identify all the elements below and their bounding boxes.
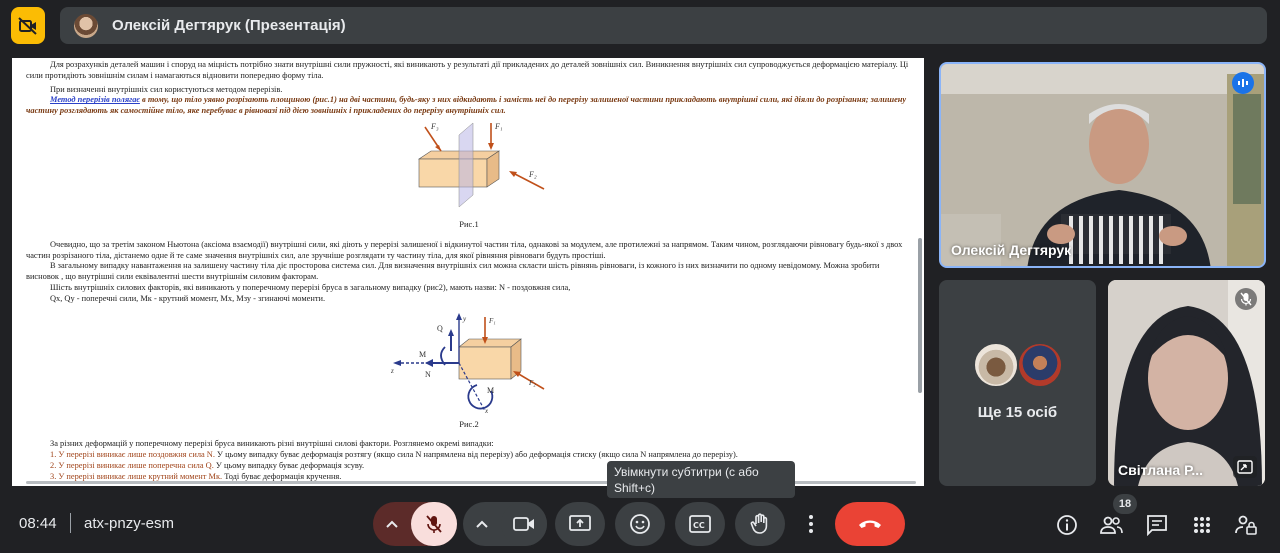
mic-options-button[interactable]	[373, 520, 411, 528]
chevron-up-icon	[386, 520, 398, 528]
more-icon	[808, 514, 814, 534]
meeting-code: atx-pnzy-esm	[84, 515, 175, 532]
svg-text:M: M	[419, 349, 427, 359]
figure-2-caption: Рис.2	[459, 418, 479, 429]
info-icon	[1056, 514, 1078, 536]
picture-in-picture-icon	[1237, 460, 1253, 474]
video-tile-svitlana[interactable]	[1108, 280, 1265, 486]
speaking-icon	[1237, 78, 1249, 88]
hand-icon	[750, 513, 770, 535]
presentation-view[interactable]	[12, 58, 924, 486]
paragraph: За різних деформацій у поперечному перерізі бруса виникають різні внутрішні силові фактори. Розглянемо окремі випадки:	[50, 439, 494, 449]
mic-off-icon	[1240, 292, 1252, 306]
camera-icon	[513, 516, 535, 532]
svg-text:F₁: F₁	[489, 316, 496, 325]
case-1: 1. У перерізі виникає лише поздовжня сила N. У цьому випадку буває деформація розтягу (якщо сила N напрямлена від перерізу) або деформація стиску (якщо сила N напрямлена до перерізу).	[50, 450, 738, 460]
meeting-time: 08:44	[19, 515, 57, 532]
svg-text:x: x	[485, 406, 489, 415]
label-f2: F₂	[529, 169, 537, 179]
emoji-button[interactable]	[615, 502, 665, 546]
avatar	[1017, 342, 1063, 388]
figure-1-caption: Рис.1	[459, 218, 479, 229]
vertical-scrollbar[interactable]	[918, 238, 922, 393]
figure-1	[389, 117, 549, 215]
activities-icon	[1193, 516, 1211, 534]
svg-text:CC: CC	[693, 521, 705, 530]
svg-text:y: y	[463, 314, 467, 323]
pip-button[interactable]	[1233, 456, 1257, 478]
camera-options-button[interactable]	[463, 520, 501, 528]
presenter-avatar	[74, 14, 98, 38]
end-call-icon	[857, 518, 883, 530]
figure-2	[389, 311, 549, 415]
case-3: 3. У перерізі виникає лише крутний момент Mк. Тоді буває деформація кручення.	[50, 471, 342, 481]
captions-icon	[689, 515, 711, 533]
paragraph: Qx, Qy - поперечні сили, Mк - крутний момент, Mx, Mзу - згинаючі моменти.	[50, 293, 326, 303]
case-2: 2. У перерізі виникає лише поперечна сила Q. У цьому випадку буває деформація зсуву.	[50, 460, 365, 470]
divider	[70, 513, 71, 533]
chat-button[interactable]	[1144, 512, 1170, 538]
no-video-indicator[interactable]	[11, 7, 45, 44]
tile-name: Олексій Дегтярук	[951, 242, 1072, 258]
meeting-details-button[interactable]	[1054, 512, 1080, 538]
svg-text:M: M	[487, 385, 495, 395]
present-icon	[569, 515, 591, 533]
mic-off-icon	[425, 514, 443, 534]
method-link[interactable]: Метод перерізів полягає	[50, 95, 140, 105]
camera-group	[463, 502, 547, 546]
mic-toggle-button[interactable]	[411, 502, 457, 546]
tile-name: Світлана Р...	[1118, 462, 1203, 478]
activities-button[interactable]	[1189, 512, 1215, 538]
participant-muted-indicator	[1235, 288, 1257, 310]
participants-count-badge: 18	[1113, 494, 1137, 514]
others-tile[interactable]	[939, 280, 1096, 486]
presenter-bar[interactable]	[60, 7, 1267, 44]
more-options-button[interactable]	[797, 502, 825, 546]
label-f1: F₁	[495, 121, 503, 131]
people-button[interactable]	[1098, 512, 1124, 538]
paragraph: Шість внутрішніх силових факторів, які виникають у поперечному перерізі бруса в загальному випадку (рис2), мають назви: N - поздовжня сила,	[50, 282, 571, 292]
present-button[interactable]	[555, 502, 605, 546]
others-label: Ще 15 осіб	[977, 404, 1058, 421]
svg-text:N: N	[425, 369, 431, 379]
lock-person-icon	[1235, 514, 1257, 536]
paragraph: Очевидно, що за третім законом Ньютона (аксіома взаємодії) внутрішні сили, які діють у перерізі залишеної і відкинутої частин тіла, однакові за модулем, але протилежні за напрямом. Таким чином, розглядаючи рівновагу будь-якої з двох частин розрізаного тіла, дістанемо одне й те саме значення внутрішніх сил, але зручніше розглядати ту частину тіла, для якої рівняння рівноваги будуть простіші.	[26, 239, 903, 260]
speaker-video	[941, 64, 1266, 268]
paragraph-method: Метод перерізів полягає в тому, що тіло уявно розрізають площиною (рис.1) на дві частини, будь-яку з них відкидають і замість неї до перерізу залишеної частини прикладають внутрішні сили, які діяли до розрізання; залишену частину розглядають як самостійне тіло, яке перебуває в рівновазі під дією зовнішніх і прикладених до перерізу внутрішніх сил.	[26, 95, 907, 116]
captions-button[interactable]	[675, 502, 725, 546]
people-icon	[1099, 515, 1123, 535]
speaking-indicator	[1232, 72, 1254, 94]
no-video-icon	[18, 17, 38, 35]
presenter-title: Олексій Дегтярук (Презентація)	[112, 17, 346, 34]
video-tile-oleksiy[interactable]	[939, 62, 1266, 268]
paragraph: Для розрахунків деталей машин і споруд на міцність потрібно знати внутрішні сили пружності, які виникають у результаті дії прикладених до деталей зовнішніх сил. Виникнення внутрішніх сил супроводжується деформацією матеріалу. Ці сили протидіють зовнішнім силам і намагаються відновити попередню форму тіла.	[26, 60, 909, 80]
camera-toggle-button[interactable]	[501, 502, 547, 546]
label-f3: F₃	[431, 121, 439, 131]
paragraph: При визначенні внутрішніх сил користуються методом перерізів.	[50, 84, 283, 94]
raise-hand-button[interactable]	[735, 502, 785, 546]
svg-text:z: z	[391, 366, 394, 375]
leave-call-button[interactable]	[835, 502, 905, 546]
mic-group	[373, 502, 457, 546]
avatar	[973, 342, 1019, 388]
others-avatars	[973, 342, 1067, 392]
paragraph: В загальному випадку навантаження на залишену частину тіла діє просторова система сил. Для визначення внутрішніх сил можна скласти шість рівнянь рівноваги, із кожного із них визначити по одному невідомому. Можна зробити висновок , що внутрішні сили еквівалентні шести внутрішнім силовим факторам.	[26, 261, 880, 282]
svg-text:Q: Q	[437, 323, 443, 333]
chevron-up-icon	[476, 520, 488, 528]
svg-text:F₂: F₂	[529, 378, 536, 387]
emoji-icon	[629, 513, 651, 535]
captions-tooltip: Увімкнути субтитри (с або Shift+c)	[607, 461, 795, 498]
host-controls-button[interactable]	[1233, 512, 1259, 538]
chat-icon	[1146, 514, 1168, 536]
